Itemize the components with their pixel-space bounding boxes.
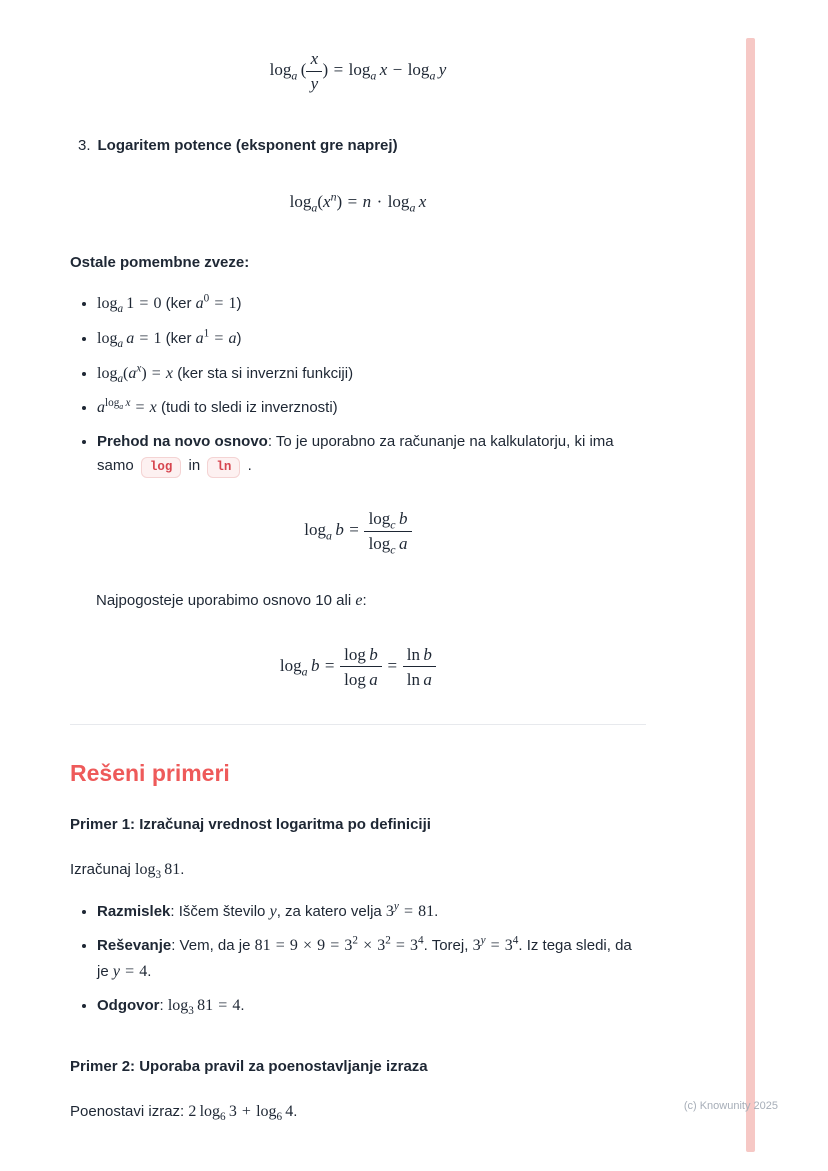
examples-section-heading: Rešeni primeri — [70, 760, 230, 787]
text-run: . Torej, — [423, 937, 473, 955]
formula-change-of-base: $\log_a b$ = $\frac{\log_c b}{\log_c a}$ — [70, 508, 646, 554]
text-run: (tudi to sledi iz inverznosti) — [156, 399, 338, 417]
relations-heading: Ostale pomembne zveze: — [70, 254, 250, 272]
text-run: ) — [236, 330, 242, 347]
step-odgovor — [97, 993, 646, 1019]
text-run: (ker sta si inverzni funkciji) — [173, 364, 354, 382]
relation-item-log-inverse — [97, 361, 646, 387]
example-1-title: Primer 1: Izračunaj vrednost logaritma po definiciji — [70, 815, 431, 833]
inline-math: $3^y = 81$ — [385, 900, 435, 920]
text-run: . — [180, 860, 185, 878]
copyright-footer: (c) Knowunity 2025 — [683, 1100, 778, 1112]
text-run: . — [434, 902, 439, 920]
section-3-heading — [78, 134, 646, 158]
text-run: Izračunaj — [70, 860, 136, 878]
bold-label: Reševanje — [97, 937, 172, 955]
relation-item-exp-inverse — [97, 395, 646, 421]
text-run: . — [147, 962, 152, 980]
inline-math: $\log_3 81 = 4$ — [167, 997, 241, 1018]
section-3-title: Logaritem potence (eksponent gre naprej) — [97, 137, 398, 155]
text-run: in — [184, 456, 205, 474]
text-run: (ker — [161, 295, 196, 313]
base-10-e-note — [96, 588, 646, 614]
bold-label: Odgovor — [97, 997, 160, 1015]
text-run: . — [243, 456, 252, 474]
code-chip-log: log — [141, 457, 182, 478]
inline-math: 2 $\log_6 3 + \log_6 4$ — [188, 1102, 294, 1124]
step-resevanje — [97, 933, 646, 984]
inline-math: $a^0 = 1$ — [195, 293, 237, 313]
inline-math: $a^{log_a x} = x$ — [97, 396, 157, 417]
inline-math: $81 = 9 \times 9 = 3^2 \times 3^2 = 3^4$ — [254, 934, 424, 955]
relation-item-change-base — [97, 430, 646, 478]
bold-label: Razmislek — [97, 902, 171, 920]
text-run: Najpogosteje uporabimo osnovo 10 ali — [96, 592, 356, 610]
document-content — [70, 0, 646, 1125]
inline-math: $\log_a a = 1$ — [97, 330, 162, 351]
text-run: Poenostavi izraz: — [70, 1102, 189, 1120]
inline-math: y = 4 — [112, 962, 148, 980]
inline-math-e: e — [355, 592, 363, 610]
inline-math: $3^y = 3^4$ — [472, 934, 519, 955]
example-1-task — [70, 857, 646, 883]
example-1-steps — [70, 899, 646, 1019]
example-2-title: Primer 2: Uporaba pravil za poenostavljanje izraza — [70, 1057, 428, 1075]
inline-math: $\log_3 81$ — [135, 860, 181, 882]
formula-change-of-base-10-e: $\log_a b$ = $\frac{\text{log b}}{\text{log a}}$ = $\frac{\text{ln b}}{\text{ln a}}$ — [70, 644, 646, 690]
inline-math: y — [269, 902, 277, 920]
text-run: ) — [236, 295, 242, 313]
code-chip-ln: ln — [207, 457, 240, 478]
formula-log-quotient-rule: $\log_a$ ( $\frac{x}{y}$ ) = $\log_a x - \log_a y$ — [269, 49, 447, 93]
formula-log-power-rule: $\log_a(x^n) = n \cdot \log_a x$ — [289, 189, 427, 215]
step-razmislek — [97, 899, 646, 925]
text-run: . — [293, 1102, 298, 1120]
relation-item-log-base — [97, 326, 646, 352]
text-run: , za katero velja — [276, 902, 386, 920]
inline-math: $\log_a 1 = 0$ — [97, 295, 162, 316]
text-run: : To je uporabno za računanje na kalkulatorju, ki ima samo — [97, 432, 614, 474]
section-divider — [70, 724, 646, 725]
section-3-number: 3. — [78, 137, 91, 155]
page-accent-bar — [746, 38, 755, 1152]
text-run: (ker — [161, 330, 196, 347]
text-run: : Vem, da je — [171, 937, 255, 955]
inline-math: $a^1 = a$ — [195, 327, 237, 347]
bold-label: Prehod na novo osnovo — [97, 432, 268, 450]
text-run: : Iščem število — [170, 902, 270, 920]
text-run: : — [159, 997, 168, 1015]
inline-math: $\log_a(a^x) = x$ — [97, 362, 174, 385]
example-2-task — [70, 1099, 646, 1125]
text-run: . Iz tega sledi, da je — [97, 937, 632, 980]
text-run: . — [240, 997, 245, 1015]
relations-list — [70, 291, 646, 478]
relation-item-log-one — [97, 291, 646, 317]
text-run: : — [362, 592, 367, 610]
